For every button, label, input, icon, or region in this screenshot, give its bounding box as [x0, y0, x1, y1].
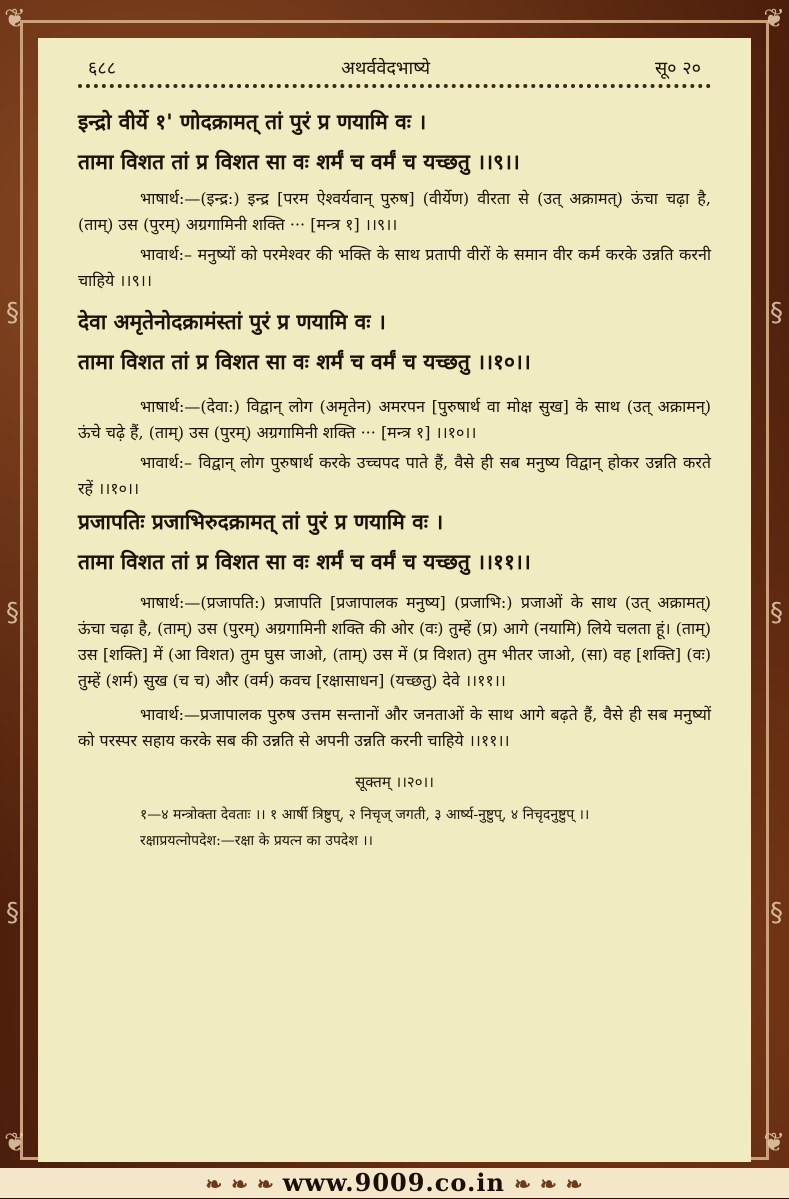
sukta-reference: सू० २०: [655, 58, 701, 79]
mantra-line: तामा विशत तां प्र विशत सा वः शर्मं च वर्मं च यच्छतु ।।११।।: [78, 549, 531, 574]
bhavarth-paragraph: भावार्थ:—प्रजापालक पुरुष उत्तम सन्तानों और जनताओं के साथ आगे बढ़ते हैं, वैसे ही सब मनुष्यों को परस्पर सहाय करके सब की उन्नति से अपनी उन्नति करनी चाहिये ।।११।।: [78, 705, 711, 750]
header-divider: [78, 84, 711, 88]
book-page: [38, 38, 751, 1162]
bhasharth-paragraph: भाषार्थ:—(प्रजापति:) प्रजापति [प्रजापालक मनुष्य] (प्रजाभि:) प्रजाओं के साथ (उत् अक्रामत्) ऊंचा चढ़ा है, (ताम्) उस (पुरम्) अग्रगामिनी शक्ति की ओर (वः) तुम्हें (प्र) आगे (नयामि) लिये चलता हूं। (ताम्) उस [शक्ति] में (आ विशत) तुम घुस जाओ, (ताम्) उस में (प्र विशत) तुम भीतर जाओ, (सा) वह [शक्ति] (वः) तुम्हें (शर्म) सुख (च च) और (वर्म) कवच [रक्षासाधन] (यच्छतु) देवे ।।११।।: [78, 593, 711, 690]
sukta-end-marker: सूक्तम् ।।२०।।: [355, 773, 434, 791]
flourish-icon: ❧ ❧ ❧: [205, 1172, 283, 1196]
mantra-line: तामा विशत तां प्र विशत सा वः शर्मं च वर्मं च यच्छतु ।।९।।: [78, 149, 520, 174]
side-swirl-icon: §: [770, 898, 783, 928]
devata-chhanda-note: १—४ मन्त्रोक्ता देवताः ।। १ आर्षी त्रिष्टुप्, २ निचृज् जगती, ३ आर्ष्य-नुष्टुप्, ४ निचृदनुष्टुप् ।।: [140, 807, 590, 823]
upadesh-note: रक्षाप्रयत्नोपदेश:—रक्षा के प्रयत्न का उपदेश ।।: [140, 833, 373, 849]
corner-swirl-icon: ❦: [763, 1128, 785, 1158]
side-swirl-icon: §: [770, 298, 783, 328]
bhasharth-paragraph: भाषार्थ:—(देवा:) विद्वान् लोग (अमृतेन) अमरपन [पुरुषार्थ वा मोक्ष सुख] के साथ (उत् अक्रामन्) ऊंचे चढ़े हैं, (ताम्) उस (पुरम्) अग्रगामिनी शक्ति ··· [मन्त्र १] ।।१०।।: [78, 397, 711, 442]
website-url: www.9009.co.in: [282, 1168, 505, 1197]
mantra-line: इन्द्रो वीर्ये १' णोदक्रामत् तां पुरं प्र णयामि वः ।: [78, 109, 427, 134]
bhasharth-paragraph: भाषार्थ:—(इन्द्र:) इन्द्र [परम ऐश्वर्यवान् पुरुष] (वीर्येण) वीरता से (उत् अक्रामत्) ऊंचा चढ़ा है, (ताम्) उस (पुरम्) अग्रगामिनी शक्ति ··· [मन्त्र १] ।।९।।: [78, 189, 711, 234]
corner-swirl-icon: ❦: [763, 4, 785, 34]
side-swirl-icon: §: [770, 598, 783, 628]
mantra-line: देवा अमृतेनोदक्रामंस्तां पुरं प्र णयामि वः ।: [78, 309, 386, 334]
page-body: [78, 102, 711, 754]
page-header: [78, 56, 711, 80]
site-footer: [0, 1168, 789, 1198]
page-number: ६८८: [88, 58, 117, 79]
side-swirl-icon: §: [6, 598, 19, 628]
mantra-line: तामा विशत तां प्र विशत सा वः शर्मं च वर्मं च यच्छतु ।।१०।।: [78, 349, 531, 374]
bhavarth-paragraph: भावार्थ:– मनुष्यों को परमेश्वर की भक्ति के साथ प्रतापी वीरों के समान वीर कर्म करके उन्नति करनी चाहिये ।।९।।: [78, 245, 711, 290]
corner-swirl-icon: ❦: [4, 4, 26, 34]
side-swirl-icon: §: [6, 898, 19, 928]
corner-swirl-icon: ❦: [4, 1128, 26, 1158]
book-title: अथर्ववेदभाष्ये: [341, 58, 431, 79]
side-swirl-icon: §: [6, 298, 19, 328]
mantra-line: प्रजापतिः प्रजाभिरुदक्रामत् तां पुरं प्र णयामि वः ।: [78, 509, 444, 534]
bhavarth-paragraph: भावार्थ:– विद्वान् लोग पुरुषार्थ करके उच्चपद पाते हैं, वैसे ही सब मनुष्य विद्वान् होकर उन्नति करते रहें ।।१०।।: [78, 453, 711, 498]
flourish-icon: ❧ ❧ ❧: [514, 1172, 584, 1196]
